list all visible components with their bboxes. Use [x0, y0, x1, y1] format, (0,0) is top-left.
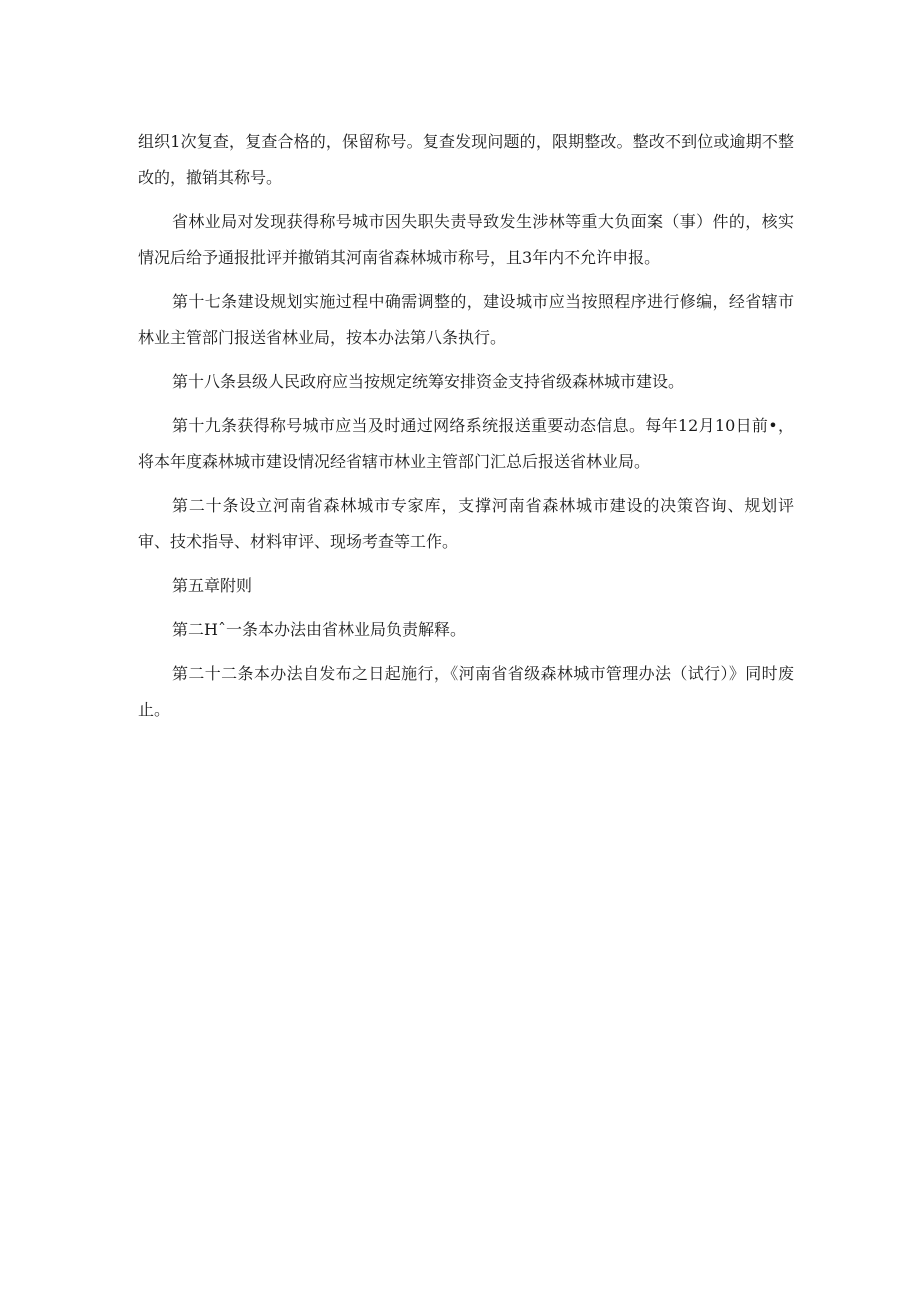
chapter-heading: 第五章附则: [172, 576, 253, 595]
document-body: [138, 124, 794, 736]
paragraph: 省林业局对发现获得称号城市因失职失责导致发生涉林等重大负面案（事）件的，核实情况后给予通报批评并撤销其河南省森林城市称号，且3年内不允许申报。: [138, 212, 794, 267]
paragraph-continuation: 组织1次复查，复查合格的，保留称号。复查发现问题的，限期整改。整改不到位或逾期不整改的，撤销其称号。: [138, 132, 794, 187]
article-19: 第十九条获得称号城市应当及时通过网络系统报送重要动态信息。每年12月10日前•，将本年度森林城市建设情况经省辖市林业主管部门汇总后报送省林业局。: [138, 416, 794, 471]
article-22: 第二十二条本办法自发布之日起施行，《河南省省级森林城市管理办法（试行）》同时废止。: [138, 664, 794, 719]
article-21: 第二Hˆ一条本办法由省林业局负责解释。: [172, 620, 466, 639]
article-20: 第二十条设立河南省森林城市专家库，支撑河南省森林城市建设的决策咨询、规划评审、技术指导、材料审评、现场考查等工作。: [138, 496, 794, 551]
article-17: 第十七条建设规划实施过程中确需调整的，建设城市应当按照程序进行修编，经省辖市林业主管部门报送省林业局，按本办法第八条执行。: [138, 292, 794, 347]
article-18: 第十八条县级人民政府应当按规定统筹安排资金支持省级森林城市建设。: [172, 372, 685, 391]
